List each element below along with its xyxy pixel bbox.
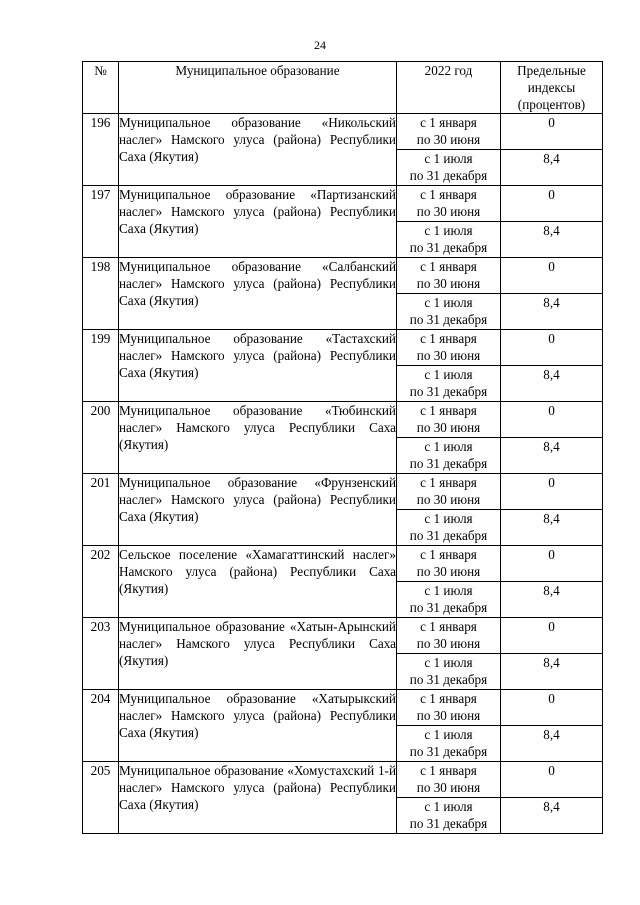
municipality-name: Муниципальное образование «Хомустахский 1-й наслег» Намского улуса (района) Республики Саха (Якутия): [119, 762, 397, 834]
header-number: №: [83, 62, 119, 114]
period-end: по 30 июня: [416, 204, 481, 219]
row-number: 197: [83, 186, 119, 258]
municipality-name: Муниципальное образование «Хатын-Арынский наслег» Намского улуса Республики Саха (Якутия): [119, 618, 397, 690]
table-row: [83, 186, 603, 222]
period-end: по 30 июня: [416, 348, 481, 363]
index-first-half: 0: [501, 690, 603, 726]
table-row: [83, 258, 603, 294]
index-second-half: 8,4: [501, 150, 603, 186]
municipality-name: Муниципальное образование «Хатырыкский наслег» Намского улуса (района) Республики Саха (Якутия): [119, 690, 397, 762]
index-first-half: 0: [501, 330, 603, 366]
period-start: с 1 июля: [424, 439, 473, 454]
period-second-half: [397, 294, 501, 330]
period-end: по 31 декабря: [409, 384, 488, 399]
period-start: с 1 июля: [424, 727, 473, 742]
municipality-name: Сельское поселение «Хамагаттинский наслег» Намского улуса (района) Республики Саха (Якутия): [119, 546, 397, 618]
row-number: 204: [83, 690, 119, 762]
period-second-half: [397, 150, 501, 186]
period-end: по 31 декабря: [409, 816, 488, 831]
period-start: с 1 января: [420, 403, 477, 418]
period-second-half: [397, 510, 501, 546]
index-first-half: 0: [501, 402, 603, 438]
table-row: [83, 474, 603, 510]
period-end: по 30 июня: [416, 492, 481, 507]
header-municipality: Муниципальное образование: [119, 62, 397, 114]
period-first-half: [397, 474, 501, 510]
period-first-half: [397, 330, 501, 366]
period-start: с 1 января: [420, 619, 477, 634]
period-start: с 1 июля: [424, 799, 473, 814]
table-row: [83, 114, 603, 150]
period-second-half: [397, 366, 501, 402]
municipality-name: Муниципальное образование «Салбанский наслег» Намского улуса (района) Республики Саха (Якутия): [119, 258, 397, 330]
period-first-half: [397, 402, 501, 438]
period-first-half: [397, 546, 501, 582]
period-start: с 1 января: [420, 331, 477, 346]
index-first-half: 0: [501, 618, 603, 654]
index-first-half: 0: [501, 762, 603, 798]
row-number: 201: [83, 474, 119, 546]
index-second-half: 8,4: [501, 726, 603, 762]
period-end: по 31 декабря: [409, 456, 488, 471]
period-second-half: [397, 222, 501, 258]
period-start: с 1 января: [420, 187, 477, 202]
period-start: с 1 июля: [424, 511, 473, 526]
period-first-half: [397, 114, 501, 150]
tariff-index-table: [82, 61, 603, 834]
period-first-half: [397, 618, 501, 654]
index-second-half: 8,4: [501, 510, 603, 546]
period-end: по 31 декабря: [409, 672, 488, 687]
header-index: Предельные индексы (процентов): [501, 62, 603, 114]
index-second-half: 8,4: [501, 366, 603, 402]
period-start: с 1 января: [420, 763, 477, 778]
header-year: 2022 год: [397, 62, 501, 114]
period-first-half: [397, 186, 501, 222]
row-number: 203: [83, 618, 119, 690]
municipality-name: Муниципальное образование «Партизанский наслег» Намского улуса (района) Республики Саха (Якутия): [119, 186, 397, 258]
index-second-half: 8,4: [501, 798, 603, 834]
period-second-half: [397, 582, 501, 618]
index-first-half: 0: [501, 546, 603, 582]
period-end: по 31 декабря: [409, 528, 488, 543]
period-end: по 30 июня: [416, 780, 481, 795]
row-number: 199: [83, 330, 119, 402]
period-end: по 31 декабря: [409, 600, 488, 615]
table-header-row: [83, 62, 603, 114]
index-second-half: 8,4: [501, 222, 603, 258]
period-second-half: [397, 654, 501, 690]
table-row: [83, 762, 603, 798]
period-start: с 1 января: [420, 115, 477, 130]
period-start: с 1 июля: [424, 151, 473, 166]
row-number: 196: [83, 114, 119, 186]
period-second-half: [397, 438, 501, 474]
index-first-half: 0: [501, 186, 603, 222]
period-end: по 31 декабря: [409, 312, 488, 327]
index-second-half: 8,4: [501, 654, 603, 690]
period-second-half: [397, 726, 501, 762]
period-end: по 30 июня: [416, 420, 481, 435]
table-body: [83, 114, 603, 834]
period-end: по 31 декабря: [409, 168, 488, 183]
period-second-half: [397, 798, 501, 834]
row-number: 205: [83, 762, 119, 834]
period-start: с 1 июля: [424, 367, 473, 382]
period-first-half: [397, 762, 501, 798]
index-second-half: 8,4: [501, 294, 603, 330]
table-row: [83, 546, 603, 582]
municipality-name: Муниципальное образование «Тюбинский наслег» Намского улуса Республики Саха (Якутия): [119, 402, 397, 474]
page-number: 24: [314, 38, 326, 52]
index-second-half: 8,4: [501, 582, 603, 618]
row-number: 202: [83, 546, 119, 618]
period-start: с 1 июля: [424, 583, 473, 598]
index-second-half: 8,4: [501, 438, 603, 474]
municipality-name: Муниципальное образование «Никольский наслег» Намского улуса (района) Республики Саха (Якутия): [119, 114, 397, 186]
table-row: [83, 330, 603, 366]
row-number: 200: [83, 402, 119, 474]
period-start: с 1 января: [420, 547, 477, 562]
period-start: с 1 июля: [424, 295, 473, 310]
table-row: [83, 690, 603, 726]
period-end: по 30 июня: [416, 708, 481, 723]
index-first-half: 0: [501, 258, 603, 294]
index-first-half: 0: [501, 474, 603, 510]
period-end: по 30 июня: [416, 636, 481, 651]
municipality-name: Муниципальное образование «Тастахский наслег» Намского улуса (района) Республики Саха (Якутия): [119, 330, 397, 402]
period-end: по 30 июня: [416, 132, 481, 147]
table-row: [83, 402, 603, 438]
period-start: с 1 января: [420, 475, 477, 490]
row-number: 198: [83, 258, 119, 330]
period-start: с 1 июля: [424, 655, 473, 670]
period-first-half: [397, 258, 501, 294]
table-row: [83, 618, 603, 654]
period-end: по 30 июня: [416, 564, 481, 579]
period-end: по 31 декабря: [409, 744, 488, 759]
period-start: с 1 января: [420, 259, 477, 274]
period-end: по 31 декабря: [409, 240, 488, 255]
period-start: с 1 января: [420, 691, 477, 706]
period-first-half: [397, 690, 501, 726]
municipality-name: Муниципальное образование «Фрунзенский наслег» Намского улуса (района) Республики Саха (Якутия): [119, 474, 397, 546]
period-start: с 1 июля: [424, 223, 473, 238]
index-first-half: 0: [501, 114, 603, 150]
period-end: по 30 июня: [416, 276, 481, 291]
